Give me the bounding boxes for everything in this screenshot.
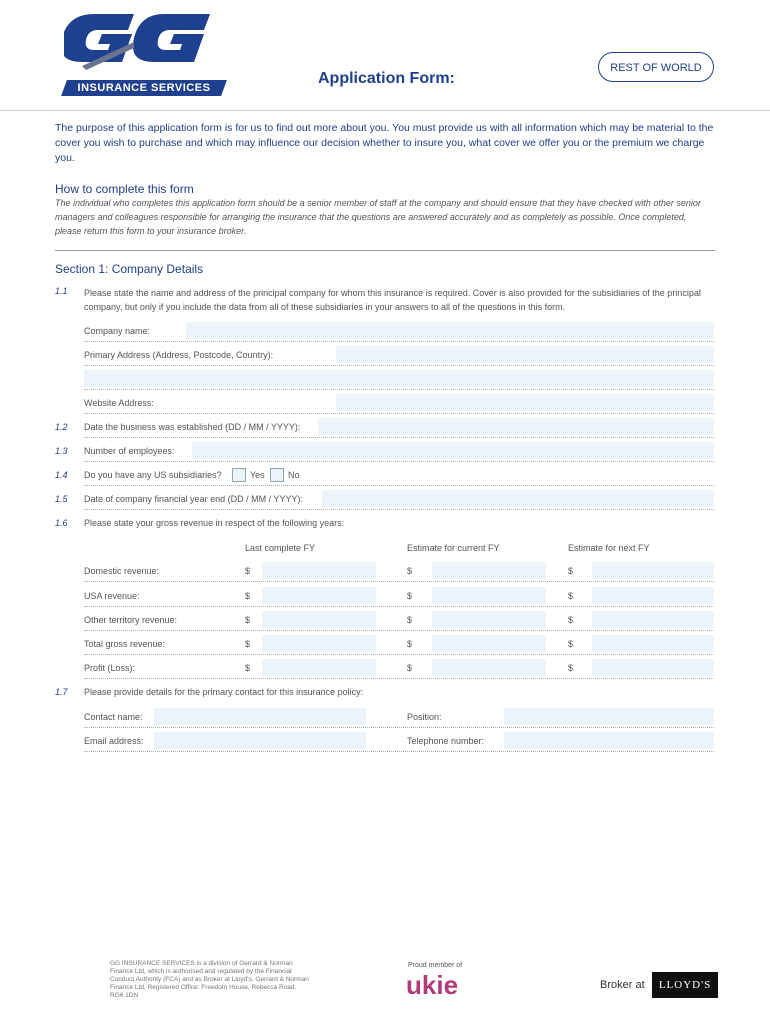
dotted-line <box>84 678 714 679</box>
domestic-revenue-label: Domestic revenue: <box>84 566 160 576</box>
usa-next-fy-field[interactable] <box>592 587 714 604</box>
dotted-line <box>84 581 714 582</box>
dotted-line <box>84 654 714 655</box>
profit-current-fy-field[interactable] <box>432 659 546 676</box>
currency-symbol: $ <box>407 591 413 601</box>
domestic-last-fy-field[interactable] <box>262 562 376 579</box>
currency-symbol: $ <box>245 615 251 625</box>
currency-symbol: $ <box>245 566 251 576</box>
footer-company-text: GG INSURANCE SERVICES is a division of Gerrard & Norman Finance Ltd, which is authorised and regulated by the Financial Conduct Authority (FCA) and as Broker at Lloyd's. Gerrard & Norman Finance Ltd, Registered Office: Freedom House, Rebecca Road, RG6 1DN <box>110 960 309 999</box>
primary-contact-label: Please provide details for the primary contact for this insurance policy: <box>84 687 364 697</box>
region-badge: REST OF WORLD <box>598 52 714 82</box>
website-field[interactable] <box>336 394 714 411</box>
dotted-line <box>84 630 714 631</box>
dotted-line <box>84 509 714 510</box>
no-label: No <box>288 470 300 480</box>
primary-address-label: Primary Address (Address, Postcode, Country): <box>84 350 274 360</box>
currency-symbol: $ <box>407 615 413 625</box>
lloyds-logo: LLOYD'S <box>652 972 718 998</box>
other-territory-label: Other territory revenue: <box>84 615 178 625</box>
currency-symbol: $ <box>407 639 413 649</box>
dotted-line <box>84 413 714 414</box>
total-gross-label: Total gross revenue: <box>84 639 166 649</box>
how-to-heading: How to complete this form <box>55 182 194 196</box>
other-current-fy-field[interactable] <box>432 611 546 628</box>
dotted-line <box>84 365 714 366</box>
employees-field[interactable] <box>192 442 714 459</box>
no-checkbox[interactable] <box>270 468 284 482</box>
intro-text: The purpose of this application form is for us to find out more about you. You must provide us with all information which may be material to the cover you wish to purchase and which may influence our decision whether to insure you, what cover we offer you or the premium we charge you. <box>55 122 714 164</box>
usa-current-fy-field[interactable] <box>432 587 546 604</box>
yes-label: Yes <box>250 470 265 480</box>
dotted-line <box>84 341 714 342</box>
currency-symbol: $ <box>407 566 413 576</box>
proud-member-text: Proud member of <box>408 962 463 969</box>
total-current-fy-field[interactable] <box>432 635 546 652</box>
currency-symbol: $ <box>568 663 574 673</box>
financial-year-end-field[interactable] <box>322 490 714 507</box>
q1-4-number: 1.4 <box>55 470 68 480</box>
section1-heading: Section 1: Company Details <box>55 262 204 276</box>
section-divider <box>55 250 715 251</box>
domestic-current-fy-field[interactable] <box>432 562 546 579</box>
dotted-line <box>84 485 714 486</box>
dotted-line <box>84 461 714 462</box>
ukie-logo: ukie <box>406 970 459 1000</box>
company-name-field[interactable] <box>186 322 714 339</box>
broker-at-text: Broker at <box>600 979 645 991</box>
us-subsidiaries-label: Do you have any US subsidiaries? <box>84 470 222 480</box>
dotted-line <box>84 606 714 607</box>
profit-last-fy-field[interactable] <box>262 659 376 676</box>
column-current-fy: Estimate for current FY <box>407 543 500 553</box>
primary-address-field[interactable] <box>336 346 714 363</box>
company-name-label: Company name: <box>84 326 151 336</box>
dotted-line <box>84 727 714 728</box>
dotted-line <box>84 389 714 390</box>
other-next-fy-field[interactable] <box>592 611 714 628</box>
total-next-fy-field[interactable] <box>592 635 714 652</box>
currency-symbol: $ <box>568 566 574 576</box>
profit-loss-label: Profit (Loss): <box>84 663 136 673</box>
usa-revenue-label: USA revenue: <box>84 591 140 601</box>
telephone-field[interactable] <box>504 732 714 749</box>
q1-7-number: 1.7 <box>55 687 68 697</box>
dotted-line <box>84 751 714 752</box>
usa-last-fy-field[interactable] <box>262 587 376 604</box>
q1-3-number: 1.3 <box>55 446 68 456</box>
gg-logo-mark <box>64 8 224 80</box>
primary-address-field-2[interactable] <box>84 370 714 387</box>
column-next-fy: Estimate for next FY <box>568 543 650 553</box>
currency-symbol: $ <box>245 663 251 673</box>
telephone-label: Telephone number: <box>407 736 485 746</box>
employees-label: Number of employees: <box>84 446 175 456</box>
yes-checkbox[interactable] <box>232 468 246 482</box>
contact-name-label: Contact name: <box>84 712 143 722</box>
date-established-field[interactable] <box>318 418 714 435</box>
other-last-fy-field[interactable] <box>262 611 376 628</box>
website-label: Website Address: <box>84 398 154 408</box>
dotted-line <box>84 437 714 438</box>
q1-5-number: 1.5 <box>55 494 68 504</box>
logo-banner: INSURANCE SERVICES <box>61 80 227 96</box>
gross-revenue-label: Please state your gross revenue in respect of the following years: <box>84 518 345 528</box>
header-divider <box>0 110 770 111</box>
currency-symbol: $ <box>245 591 251 601</box>
q1-6-number: 1.6 <box>55 518 68 528</box>
email-label: Email address: <box>84 736 144 746</box>
financial-year-end-label: Date of company financial year end (DD / MM / YYYY): <box>84 494 303 504</box>
currency-symbol: $ <box>568 639 574 649</box>
currency-symbol: $ <box>407 663 413 673</box>
position-field[interactable] <box>504 708 714 725</box>
total-last-fy-field[interactable] <box>262 635 376 652</box>
currency-symbol: $ <box>568 615 574 625</box>
currency-symbol: $ <box>568 591 574 601</box>
position-label: Position: <box>407 712 442 722</box>
how-to-text: The individual who completes this application form should be a senior member of staff at the company and should ensure that they have checked with other senior managers and colleagues responsible for arranging the insurance that the questions are answered accurately and as completely as possible. Once completed, please return this form to your insurance broker. <box>55 198 701 236</box>
form-title: Application Form: <box>318 70 455 87</box>
date-established-label: Date the business was established (DD / MM / YYYY): <box>84 422 301 432</box>
currency-symbol: $ <box>245 639 251 649</box>
q1-1-number: 1.1 <box>55 286 68 296</box>
profit-next-fy-field[interactable] <box>592 659 714 676</box>
gg-logo <box>64 8 224 98</box>
q1-1-text: Please state the name and address of the principal company for whom this insurance is required. Cover is also provided for the subsidiaries of the principal company, but only if you include the data from all of these subsidiaries in your answers to all of the questions in this form. <box>84 288 701 312</box>
column-last-fy: Last complete FY <box>245 543 316 553</box>
q1-2-number: 1.2 <box>55 422 68 432</box>
domestic-next-fy-field[interactable] <box>592 562 714 579</box>
email-field[interactable] <box>154 732 366 749</box>
contact-name-field[interactable] <box>154 708 366 725</box>
